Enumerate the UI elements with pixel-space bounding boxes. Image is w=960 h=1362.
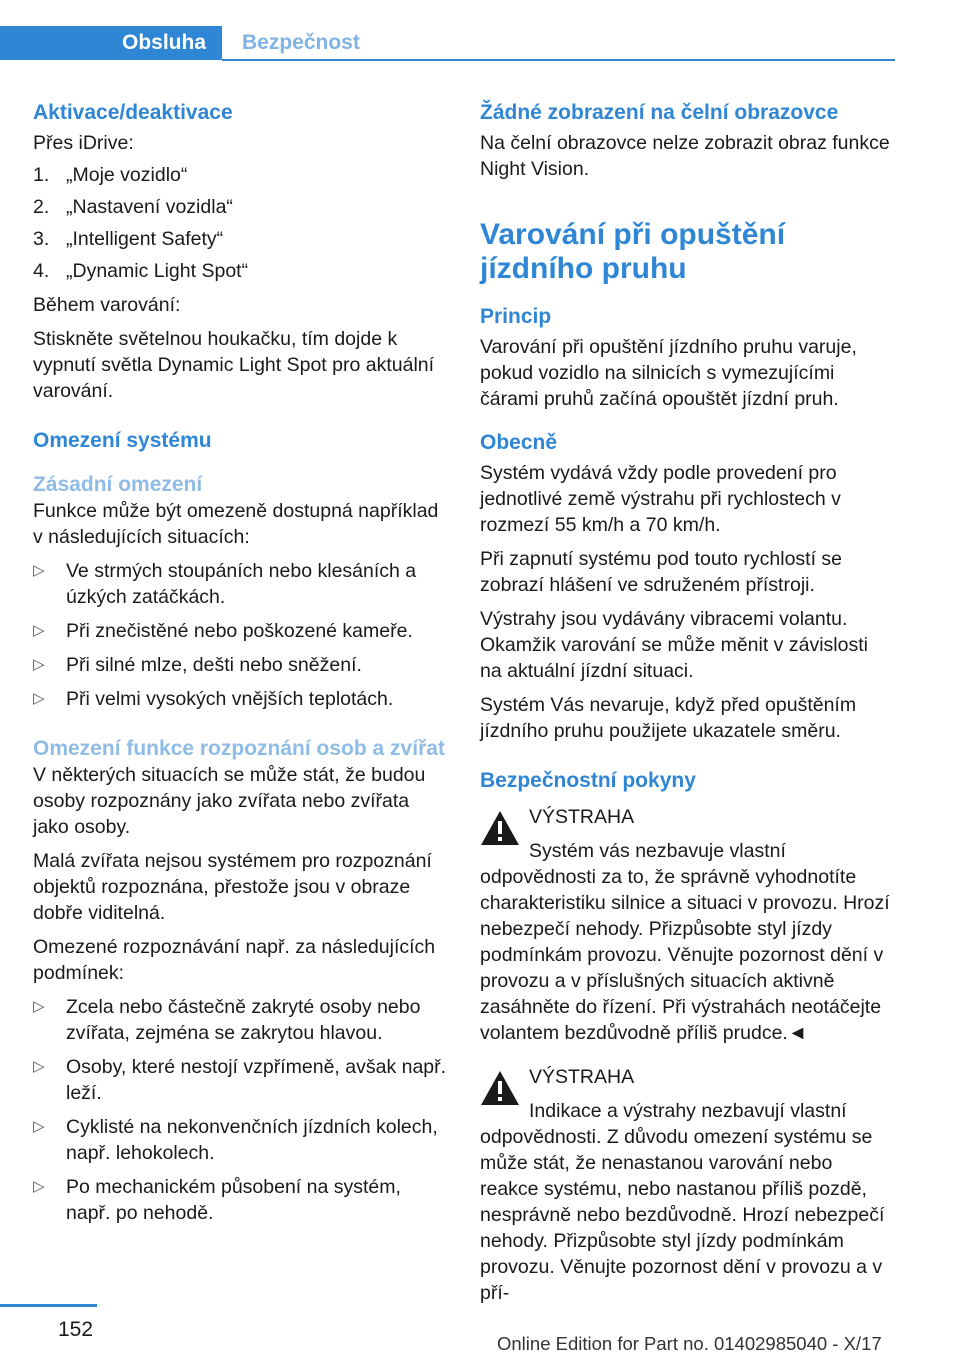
warning-text: Indikace a výstrahy nezbavují vlastní odpovědnosti. Z důvodu omezení systému se může stát, že nenastanou varování nebo reakce systému, nebo nastanou příliš pozdě, nesprávně nebo bezdůvodně. Hrozí nebezpečí nehody. Přizpůsobte styl jízdy podmínkám provozu. Věnujte pozornost dění v provozu a v pří-: [480, 1100, 885, 1304]
recognition-text-2: Malá zvířata nejsou systémem pro rozpoznání objektů rozpoznána, přestože jsou v obraze dobře viditelná.: [33, 850, 432, 924]
warning-triangle-icon: [480, 1070, 520, 1106]
heading-system-limits: Omezení systému: [33, 429, 212, 452]
step-text: „Nastavení vozidla“: [66, 196, 233, 218]
heading-basic-limits: Zásadní omezení: [33, 473, 203, 496]
list-item: [33, 194, 448, 220]
list-item-text: Při velmi vysokých vnějších teplotách.: [66, 688, 394, 710]
triangle-right-icon: ▷: [33, 562, 45, 579]
heading-no-display: Žádné zobrazení na čelní obrazovce: [480, 101, 839, 124]
step-number: 1.: [33, 164, 50, 186]
general-text-3: Výstrahy jsou vydávány vibracemi volantu. Okamžik varování se může měnit v závislosti na aktuální jízdní situaci.: [480, 608, 868, 682]
list-item: [33, 1114, 448, 1166]
step-number: 4.: [33, 260, 50, 282]
list-item-text: Osoby, které nestojí vzpřímeně, avšak např. leží.: [66, 1056, 447, 1104]
list-item: [33, 1054, 448, 1106]
triangle-right-icon: ▷: [33, 690, 45, 707]
warning-title: VÝSTRAHA: [529, 806, 635, 828]
warning-text: Systém vás nezbavuje vlastní odpovědnosti za to, že správně vyhodnotíte charakteristiku silnice a situaci v provozu. Hrozí nebezpečí nehody. Přizpůsobte styl jízdy podmínkám provozu. Věnujte pozornost dění v provozu a v příslušných situacích aktivně zasáhněte do řízení. Při výstrahách neotáčejte volantem bezdůvodně příliš prudce.◄: [480, 840, 890, 1044]
edition-footer: Online Edition for Part no. 01402985040 - X/17: [497, 1333, 882, 1354]
list-item: [33, 994, 448, 1046]
list-item-text: Při znečistěné nebo poškozené kameře.: [66, 620, 413, 642]
general-text-4: Systém Vás nevaruje, když před opuštěním jízdního pruhu použijete ukazatele směru.: [480, 694, 857, 742]
triangle-right-icon: ▷: [33, 1118, 45, 1135]
no-display-text: Na čelní obrazovce nelze zobrazit obraz funkce Night Vision.: [480, 132, 890, 180]
warning-triangle-icon: [480, 810, 520, 846]
step-number: 2.: [33, 196, 50, 218]
tab-underline: [222, 59, 895, 61]
step-text: „Dynamic Light Spot“: [66, 260, 249, 282]
list-item-text: Po mechanickém působení na systém, např. po nehodě.: [66, 1176, 401, 1224]
list-item: [33, 226, 448, 252]
tab-obsluha[interactable]: Obsluha: [0, 26, 222, 60]
right-column: [480, 100, 895, 1306]
list-item-text: Ve strmých stoupáních nebo klesáních a úzkých zatáčkách.: [66, 560, 417, 608]
triangle-right-icon: ▷: [33, 622, 45, 639]
recognition-text-3: Omezené rozpoznávání např. za následujících podmínek:: [33, 936, 436, 984]
left-column: [33, 100, 448, 1226]
heading-principle: Princip: [480, 305, 552, 328]
footer-line: [0, 1304, 97, 1307]
warning-box-2: [480, 1064, 895, 1306]
during-warning-text: Během varování:: [33, 294, 181, 316]
press-flash-text: Stiskněte světelnou houkačku, tím dojde k vypnutí světla Dynamic Light Spot pro aktuální varování.: [33, 328, 435, 402]
heading-lane-warning: Varování při opuštění jízdního pruhu: [480, 218, 786, 285]
list-item: [33, 618, 448, 644]
warning-box-1: [480, 804, 895, 1046]
step-text: „Intelligent Safety“: [66, 228, 224, 250]
list-item: [33, 652, 448, 678]
triangle-right-icon: ▷: [33, 1058, 45, 1075]
heading-general: Obecně: [480, 431, 558, 454]
basic-limits-list: [33, 558, 448, 712]
list-item: [33, 162, 448, 188]
list-item: [33, 686, 448, 712]
triangle-right-icon: ▷: [33, 998, 45, 1015]
general-text-2: Při zapnutí systému pod touto rychlostí se zobrazí hlášení ve sdruženém přístroji.: [480, 548, 843, 596]
idrive-steps-list: [33, 162, 448, 284]
recognition-text-1: V některých situacích se může stát, že budou osoby rozpoznány jako zvířata nebo zvířata jako osoby.: [33, 764, 426, 838]
triangle-right-icon: ▷: [33, 1178, 45, 1195]
heading-recognition-limits: Omezení funkce rozpoznání osob a zvířat: [33, 737, 445, 760]
triangle-right-icon: ▷: [33, 656, 45, 673]
list-item-text: Zcela nebo částečně zakryté osoby nebo zvířata, zejména se zakrytou hlavou.: [66, 996, 421, 1044]
heading-safety: Bezpečnostní pokyny: [480, 769, 696, 792]
principle-text: Varování při opuštění jízdního pruhu varuje, pokud vozidlo na silnicích s vymezujícími čárami pruhů začíná opouštět jízdní pruh.: [480, 336, 857, 410]
heading-activation: Aktivace/deaktivace: [33, 101, 233, 124]
page-number: 152: [58, 1318, 94, 1341]
list-item-text: Cyklisté na nekonvenčních jízdních kolech, např. lehokolech.: [66, 1116, 438, 1164]
list-item: [33, 258, 448, 284]
step-number: 3.: [33, 228, 50, 250]
general-text-1: Systém vydává vždy podle provedení pro jednotlivé země výstrahu při rychlostech v rozmezí 55 km/h a 70 km/h.: [480, 462, 841, 536]
list-item: [33, 558, 448, 610]
list-item: [33, 1174, 448, 1226]
recognition-list: [33, 994, 448, 1226]
via-idrive-text: Přes iDrive:: [33, 132, 134, 154]
step-text: „Moje vozidlo“: [66, 164, 188, 186]
tab-bezpecnost[interactable]: Bezpečnost: [242, 31, 360, 54]
basic-limits-text: Funkce může být omezeně dostupná například v následujících situacích:: [33, 500, 439, 548]
list-item-text: Při silné mlze, dešti nebo sněžení.: [66, 654, 362, 676]
warning-title: VÝSTRAHA: [529, 1066, 635, 1088]
header-tabs: [0, 26, 895, 62]
